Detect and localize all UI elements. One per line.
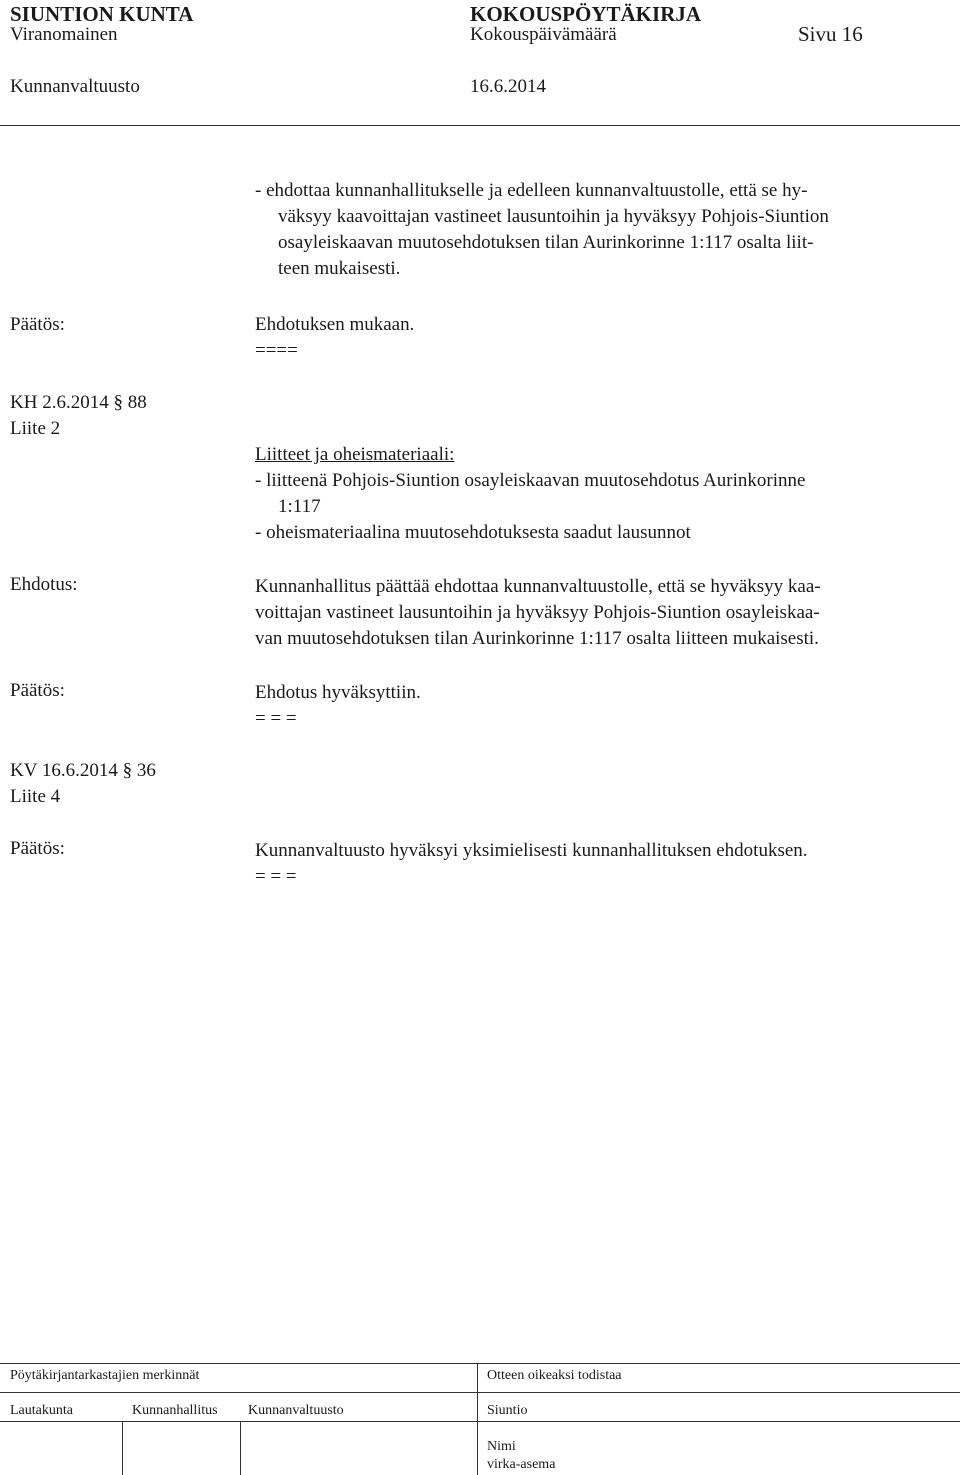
decision-label-3: Päätös: (10, 838, 65, 859)
footer-top-rule (0, 1363, 960, 1364)
decision-text: Ehdotuksen mukaan. (255, 314, 415, 335)
decision-text-2: Ehdotus hyväksyttiin. (255, 682, 421, 703)
intro-line-4: teen mukaisesti. (278, 258, 401, 279)
kh-reference: KH 2.6.2014 § 88 (10, 392, 147, 413)
intro-line-3: osayleiskaavan muutosehdotuksen tilan Aurinkorinne 1:117 osalta liit- (278, 232, 814, 253)
footer-col-divider-2 (240, 1421, 241, 1475)
decision-text-3: Kunnanvaltuusto hyväksyi yksimielisesti kunnanhallituksen ehdotuksen. (255, 840, 808, 861)
authority-label: Viranomainen (10, 24, 118, 45)
intro-line-2: väksyy kaavoittajan vastineet lausuntoihin ja hyväksyy Pohjois-Siuntion (278, 206, 829, 227)
attachment-item-1-cont: 1:117 (278, 496, 321, 517)
header-divider (0, 125, 960, 126)
footer-divider (477, 1363, 478, 1475)
footer-col-divider-1 (122, 1421, 123, 1475)
decision-label-2: Päätös: (10, 680, 65, 701)
meeting-date: 16.6.2014 (470, 76, 546, 97)
footer-row-rule (0, 1421, 960, 1422)
meeting-date-label: Kokouspäivämäärä (470, 24, 617, 45)
footer-name-label: Nimi (487, 1439, 516, 1454)
decision-separator: ==== (255, 340, 298, 361)
intro-line-1: - ehdottaa kunnanhallitukselle ja edelleen kunnanvaltuustolle, että se hy- (255, 180, 808, 201)
kh-attachment: Liite 2 (10, 418, 61, 439)
footer-mid-rule (0, 1392, 960, 1393)
decision-label: Päätös: (10, 314, 65, 335)
footer-col-lautakunta: Lautakunta (10, 1403, 73, 1418)
proposal-label: Ehdotus: (10, 574, 78, 595)
footer-col-kunnanvaltuusto: Kunnanvaltuusto (248, 1403, 344, 1418)
kv-reference: KV 16.6.2014 § 36 (10, 760, 156, 781)
attachment-item-2: - oheismateriaalina muutosehdotuksesta saadut lausunnot (255, 522, 691, 543)
proposal-line-3: van muutosehdotuksen tilan Aurinkorinne 1:117 osalta liitteen mukaisesti. (255, 628, 819, 649)
proposal-line-2: voittajan vastineet lausuntoihin ja hyväksyy Pohjois-Siuntion osayleiskaa- (255, 602, 820, 623)
attachments-title: Liitteet ja oheismateriaali: (255, 444, 455, 465)
authority: Kunnanvaltuusto (10, 76, 140, 97)
footer-place: Siuntio (487, 1403, 528, 1418)
footer-col-kunnanhallitus: Kunnanhallitus (132, 1403, 218, 1418)
attachment-item-1: - liitteenä Pohjois-Siuntion osayleiskaavan muutosehdotus Aurinkorinne (255, 470, 806, 491)
reviewers-label: Pöytäkirjantarkastajien merkinnät (10, 1368, 200, 1383)
document-type: KOKOUSPÖYTÄKIRJA (470, 2, 702, 26)
decision-separator-3: = = = (255, 866, 297, 887)
org-name: SIUNTION KUNTA (10, 2, 194, 26)
proposal-line-1: Kunnanhallitus päättää ehdottaa kunnanvaltuustolle, että se hyväksyy kaa- (255, 576, 821, 597)
page-number: Sivu 16 (798, 22, 863, 46)
kv-attachment: Liite 4 (10, 786, 61, 807)
certified-label: Otteen oikeaksi todistaa (487, 1368, 622, 1383)
decision-separator-2: = = = (255, 708, 297, 729)
footer-position-label: virka-asema (487, 1457, 556, 1472)
